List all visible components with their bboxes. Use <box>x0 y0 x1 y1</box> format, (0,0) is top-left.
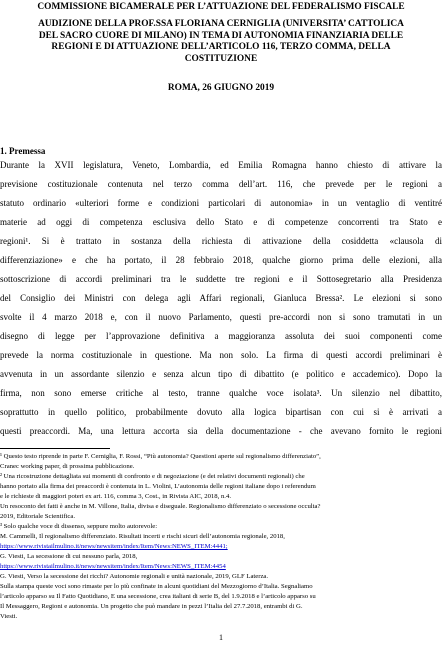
footnote-line: M. Cammelli, Il regionalismo differenziato. Risultati incerti e rischi sicuri dell’autonomia regionale, 2018, <box>0 533 285 540</box>
body-line: prevede la norma costituzionale in questione. Ma non solo. La firma di questi accordi preliminari è <box>0 350 442 360</box>
body-line: sottoscrizione di accordi preliminari tra le suddette tre regioni e il Sottosegretario alla Presidenza <box>0 274 442 284</box>
footnote-line: Sulla stampa queste voci sono rimaste per lo più confinate in alcuni quotidiani del Mezzogiorno d’Italia. Segnaliamo <box>0 583 313 590</box>
section-heading: 1. Premessa <box>0 146 46 156</box>
body-line: materie ad oggi di competenza esclusiva dello Stato e di competenze concorrenti tra Stato e <box>0 217 442 227</box>
footnote-line: Viesti. <box>0 613 18 620</box>
footnote-line: l’articolo apparso su Il Fatto Quotidiano, E una secessione, crea italiani di serie B, del 1.9.2018 e l’articolo apparso su <box>0 593 316 600</box>
footnote-line: G. Viesti, Verso la secessione dei ricchi? Autonomie regionali e unità nazionale, 2019, GLF Laterza. <box>0 573 269 580</box>
footnote-line: hanno portato alla firma dei preaccordi è contenuta in L. Violini, L’autonomia delle regioni italiane dopo i referendum <box>0 483 316 490</box>
body-line: soprattutto in quello politico, probabilmente dovuto alla logica bipartisan con cui si è arrivati a <box>0 407 442 417</box>
footnote-link[interactable]: https://www.rivistailmulino.it/news/newsitem/index/Item/News:NEWS_ITEM:4454 <box>0 563 226 570</box>
hearing-title-line: COSTITUZIONE <box>184 53 258 64</box>
footnote-line: e le richieste di maggiori poteri ex art. 116, comma 3, Cost., in Rivista AIC, 2018, n.4. <box>0 493 231 500</box>
body-line: disegno di legge per l’approvazione definitiva a maggioranza assoluta dei suoi componenti come <box>0 331 442 341</box>
place-date: ROMA, 26 GIUGNO 2019 <box>167 83 275 93</box>
body-line: del Consiglio dei Ministri con delega agli Affari regionali, Gianluca Bressa². Le elezioni si sono <box>0 293 442 303</box>
body-line: regioni¹. Si è trattato in sostanza della richiesta di attivazione della cosiddetta «clausola di <box>0 236 442 246</box>
body-line: svolte il 4 marzo 2018 e, con il nuovo Parlamento, questi pre-accordi non si sono tramutati in un <box>0 312 442 322</box>
body-line: previsione costituzionale contenuta nel terzo comma dell’art. 116, che prevede per le regioni a <box>0 179 442 189</box>
footnote-line: Un resoconto dei fatti è anche in M. Villone, Italia, divisa e diseguale. Regionalismo differenziato o secessione occulta? <box>0 503 321 510</box>
footnote-line: ³ Solo qualche voce di dissenso, seppure molto autorevole: <box>0 523 158 530</box>
footnote-line: ² Una ricostruzione dettagliata sui momenti di confronto e di negoziazione (e dei relativi documenti regionali) che <box>0 473 305 480</box>
body-line: statuto ordinario «ulteriori forme e condizioni particolari di autonomia» in un ventaglio di ventitré <box>0 198 442 208</box>
hearing-title-line: REGIONI E DI ATTUAZIONE DELL’ARTICOLO 116, TERZO COMMA, DELLA <box>51 42 391 52</box>
page-number: 1 <box>219 633 223 642</box>
footnote-line: Cranec working paper, di prossima pubblicazione. <box>0 463 135 470</box>
footnote-line: Il Messaggero, Regioni e autonomia. Un progetto che può mandare in pezzi l’Italia del 27.7.2018, entrambi di G. <box>0 603 303 610</box>
hearing-title-line: DEL SACRO CUORE DI MILANO) IN TEMA DI AUTONOMIA FINANZIARIA DELLE <box>38 30 404 41</box>
body-line: Durante la XVII legislatura, Veneto, Lombardia, ed Emilia Romagna hanno chiesto di attivare la <box>0 160 442 170</box>
footnote-line: 2019, Editoriale Scientifica. <box>0 513 76 520</box>
footnote-link[interactable]: https://www.rivistailmulino.it/news/newsitem/index/Item/News:NEWS_ITEM:4441; <box>0 543 228 550</box>
body-line: firma, non sono emerse critiche al testo, tranne qualche voce isolata³. Un silenzio nel dibattito, <box>0 388 442 398</box>
body-line: avvenuta in un assordante silenzio e senza alcun tipo di dibattito (e politico e accademico). Dopo la <box>0 369 442 379</box>
body-line: differenziazione» e che ha portato, il 28 febbraio 2018, qualche giorno prima delle elezioni, alla <box>0 255 442 265</box>
hearing-title-line: AUDIZIONE DELLA PROF.SSA FLORIANA CERNIGLIA (UNIVERSITA’ CATTOLICA <box>38 19 404 29</box>
body-line: questi preaccordi. Ma, una lettura accorta sia della documentazione - che avevano fornito le regioni <box>0 426 442 436</box>
hearing-title <box>0 19 442 65</box>
commission-title: COMMISSIONE BICAMERALE PER L’ATTUAZIONE DEL FEDERALISMO FISCALE <box>37 2 405 12</box>
footnote-separator <box>0 448 110 449</box>
footnote-line: ¹ Questo testo riprende in parte F. Cerniglia, F. Rossi, “Più autonomia? Questioni aperte sul regionalismo differenziato”, <box>0 453 321 460</box>
footnote-line: G. Viesti, La secessione di cui nessuno parla, 2018, <box>0 553 138 560</box>
